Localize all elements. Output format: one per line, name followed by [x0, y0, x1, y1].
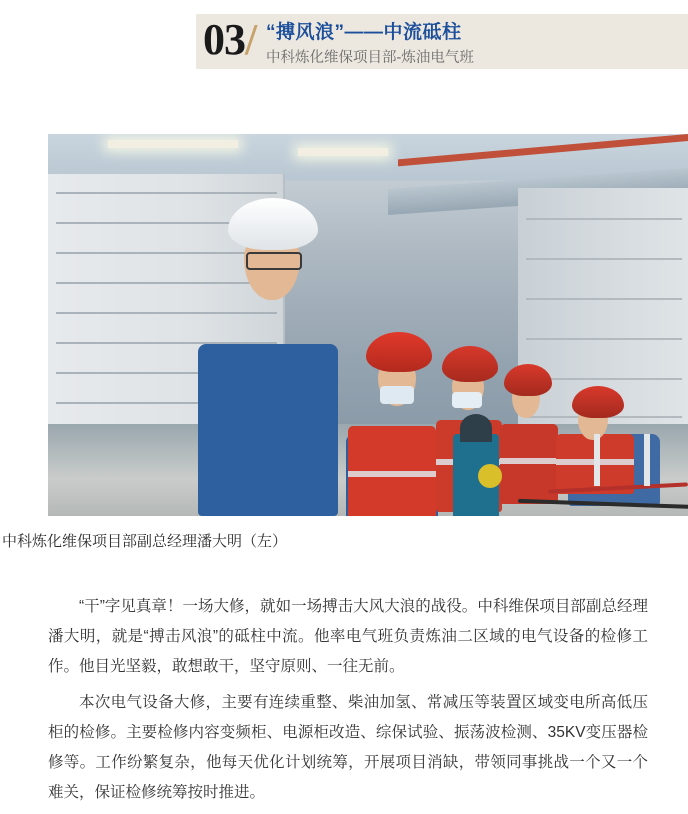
barrier-post [644, 434, 650, 486]
red-helmet-icon [504, 364, 552, 396]
article-body [48, 592, 648, 814]
ceiling-light-icon [298, 148, 388, 156]
article-paragraph: “干”字见真章！一场大修，就如一场搏击大风大浪的战役。中科维保项目部副总经理潘大明，就是“搏击风浪”的砥柱中流。他率电气班负责炼油二区域的电气设备的检修工作。他目光坚毅，敢想敢干，坚守原则、一往无前。 [48, 598, 648, 675]
subject-main-body [198, 344, 338, 516]
equipment-top [460, 414, 492, 442]
ceiling-light-icon [108, 140, 238, 148]
barrier-post [594, 434, 600, 486]
red-helmet-icon [572, 386, 624, 418]
page-subtitle: 中科炼化维保项目部-炼油电气班 [266, 50, 474, 66]
face-mask-icon [452, 392, 482, 408]
article-header [0, 6, 688, 78]
red-helmet-icon [442, 346, 498, 382]
section-number-slash: / [245, 15, 257, 64]
face-mask-icon [380, 386, 414, 404]
section-number-value: 03 [203, 15, 245, 64]
worker-2-vest [348, 426, 436, 516]
section-number [203, 12, 256, 68]
photo-background [48, 134, 688, 516]
article-paragraph: 本次电气设备大修，主要有连续重整、柴油加氢、常减压等装置区域变电所高低压柜的检修。主要检修内容变频柜、电源柜改造、综保试验、振荡波检测、35KV变压器检修等。工作纷繁复杂，他每天优化计划统筹，开展项目消缺，带领同事挑战一个又一个难关，保证检修统筹按时推进。 [48, 694, 648, 801]
red-helmet-icon [366, 332, 432, 372]
red-pipe [398, 134, 688, 166]
white-helmet-icon [228, 198, 318, 250]
yellow-indicator [478, 464, 502, 488]
eyeglasses-icon [246, 252, 302, 270]
photo-caption: 中科炼化维保项目部副总经理潘大明（左） [2, 533, 288, 550]
workers-in-electrical-room-photo [48, 134, 688, 516]
page-title: “搏风浪”——中流砥柱 [266, 22, 462, 43]
